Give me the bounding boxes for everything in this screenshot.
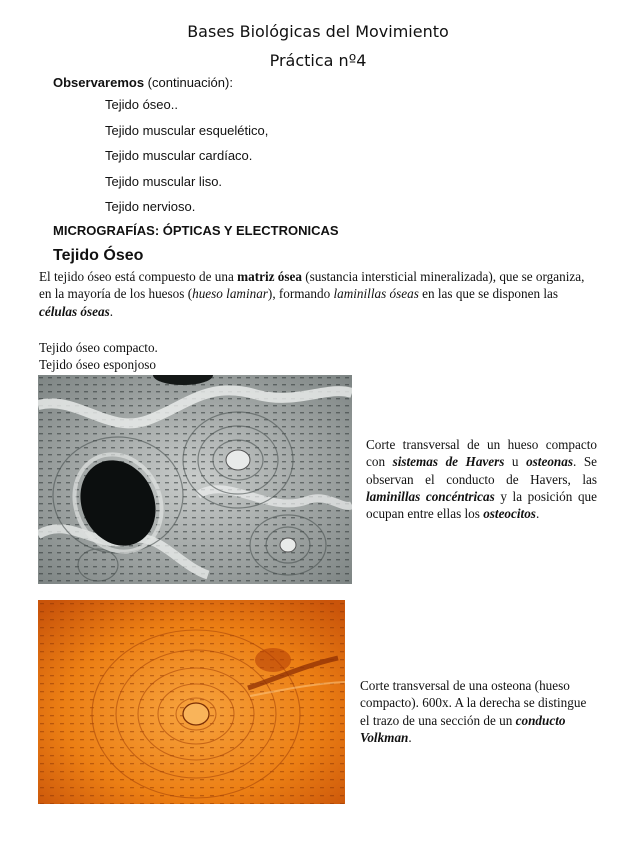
osteon-micrograph xyxy=(38,600,345,804)
list-item: Tejido nervioso. xyxy=(105,199,196,214)
list-item: Tejido muscular liso. xyxy=(105,173,223,189)
bone-types xyxy=(39,339,158,373)
observe-heading xyxy=(53,75,233,90)
list-item: Tejido muscular cardíaco. xyxy=(105,148,253,163)
observe-label-rest: (continuación): xyxy=(144,75,233,90)
bone-tissue-paragraph: El tejido óseo está compuesto de una matriz ósea (sustancia intersticial mineralizada), que se organiza, en la mayoría de los huesos (hueso laminar), formando laminillas óseas en las que se disponen las células óseas. xyxy=(39,269,585,319)
type-spongy: Tejido óseo esponjoso xyxy=(39,357,157,372)
term-hueso-laminar: hueso laminar xyxy=(192,286,268,302)
type-compact: Tejido óseo compacto. xyxy=(39,340,158,355)
observe-label: Observaremos xyxy=(53,75,145,90)
practice-number: Práctica nº4 xyxy=(269,51,367,70)
term-laminillas: laminillas óseas xyxy=(333,286,419,302)
term-celulas: células óseas xyxy=(39,303,110,319)
section-title: Tejido Óseo xyxy=(53,247,144,264)
list-item: Tejido óseo.. xyxy=(105,97,178,112)
list-item: Tejido muscular esquelético, xyxy=(105,122,269,138)
tissue-list xyxy=(105,97,268,225)
document-title: Bases Biológicas del Movimiento xyxy=(187,22,449,41)
figure2-caption: Corte transversal de una osteona (hueso compacto). 600x. A la derecha se distingue el trazo de una sección de un conducto Volkman. xyxy=(360,678,587,745)
micrographs-heading: MICROGRAFÍAS: ÓPTICAS Y ELECTRONICAS xyxy=(53,223,339,238)
figure1-caption: Corte transversal de un hueso compacto con sistemas de Havers u osteonas. Se observan el conducto de Havers, las laminillas concéntricas y la posición que ocupan entre ellas los osteocitos. xyxy=(366,437,598,522)
term-matriz: matriz ósea xyxy=(237,269,302,284)
havers-micrograph xyxy=(38,375,352,584)
